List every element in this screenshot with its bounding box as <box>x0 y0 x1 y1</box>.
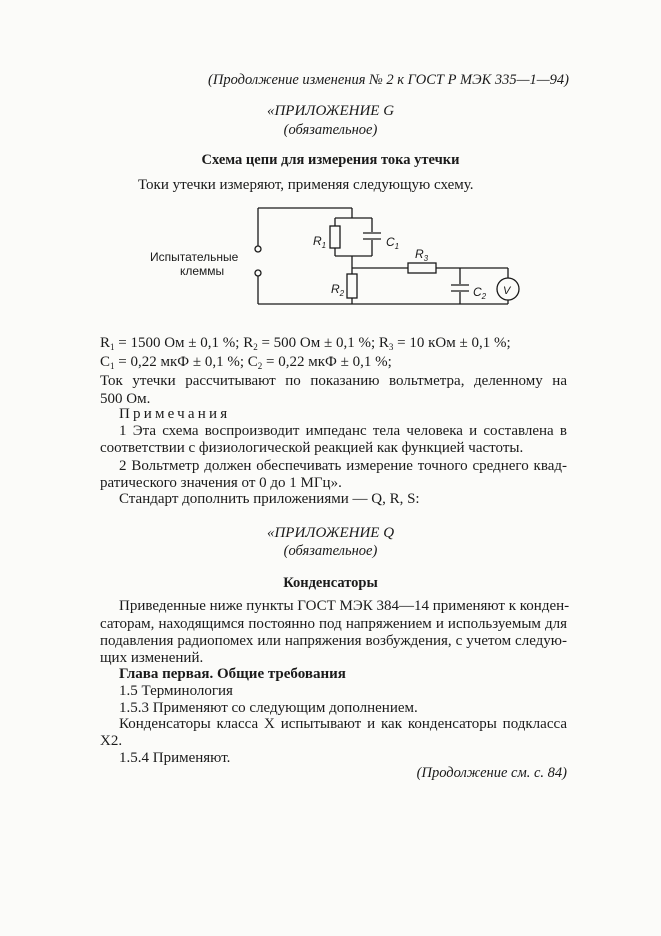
class-x-line-2: X2. <box>100 733 123 749</box>
section-1-5-3: 1.5.3 Применяют со следующим дополнением. <box>119 700 418 716</box>
label-r2: $R_2$ <box>331 282 345 298</box>
section-1-5: 1.5 Терминология <box>119 683 233 699</box>
appendix-q-p1-line-2: саторам, находящимся постоянно под напряжением и используемым для <box>100 616 567 632</box>
label-voltmeter: V <box>503 285 511 297</box>
appendix-q-title: «ПРИЛОЖЕНИЕ Q <box>266 525 395 541</box>
params-line-2: $C_1 = 0,22$ мкФ ± 0,1 %; $C_2 = 0,22$ мкФ ± 0,1 %; <box>100 354 392 371</box>
label-c2: $C_2$ <box>473 285 487 301</box>
leakage-text-line-1: Ток утечки рассчитывают по показанию вольтметра, деленному на <box>100 373 567 389</box>
supplement-text: Стандарт дополнить приложениями — Q, R, S: <box>119 491 420 507</box>
label-c1: $C_1$ <box>386 235 400 251</box>
terminal-bottom <box>255 270 261 276</box>
page-header: (Продолжение изменения № 2 к ГОСТ Р МЭК 335—1—94) <box>208 72 569 88</box>
resistor-r1 <box>330 226 340 248</box>
appendix-g-intro: Токи утечки измеряют, применяя следующую схему. <box>138 177 474 193</box>
leakage-circuit-diagram <box>150 200 530 325</box>
page-footer: (Продолжение см. с. 84) <box>416 765 567 781</box>
appendix-g-heading: Схема цепи для измерения тока утечки <box>201 152 460 168</box>
note1-line-1: 1 Эта схема воспроизводит импеданс тела человека и составлена в <box>119 423 567 439</box>
appendix-q-status: (обязательное) <box>283 543 378 559</box>
section-1-5-4: 1.5.4 Применяют. <box>119 750 231 766</box>
appendix-g-status: (обязательное) <box>283 122 378 138</box>
note1-line-2: соответствии с физиологической реакцией как функцией частоты. <box>100 440 524 456</box>
params-line-1: $R_1 = 1500$ Ом ± 0,1 %; $R_2 = 500$ Ом ± 0,1 %; $R_3 = 10$ кОм ± 0,1 %; <box>100 335 511 352</box>
terminals-label-line1: Испытательные <box>150 250 239 264</box>
appendix-g-title: «ПРИЛОЖЕНИЕ G <box>266 103 395 119</box>
resistor-r2 <box>347 274 357 298</box>
notes-title: Примечания <box>119 406 231 422</box>
label-r3: $R_3$ <box>415 247 429 263</box>
leakage-text-line-2: 500 Ом. <box>100 391 151 407</box>
label-r1: $R_1$ <box>313 234 327 250</box>
note2-line-1: 2 Вольтметр должен обеспечивать измерение точного среднего квад- <box>119 458 567 474</box>
chapter-heading: Глава первая. Общие требования <box>119 666 346 682</box>
terminal-top <box>255 246 261 252</box>
appendix-q-p1-line-3: подавления радиопомех или напряжения возбуждения, с учетом следую- <box>100 633 567 649</box>
appendix-q-heading: Конденсаторы <box>283 575 378 591</box>
resistor-r3 <box>408 263 436 273</box>
note2-line-2: ратического значения от 0 до 1 МГц». <box>100 475 342 491</box>
appendix-q-p1-line-4: щих изменений. <box>100 650 204 666</box>
terminals-label-line2: клеммы <box>180 264 225 278</box>
class-x-line-1: Конденсаторы класса X испытывают и как конденсаторы подкласса <box>119 716 567 732</box>
appendix-q-p1-line-1: Приведенные ниже пункты ГОСТ МЭК 384—14 применяют к конден- <box>119 598 570 614</box>
